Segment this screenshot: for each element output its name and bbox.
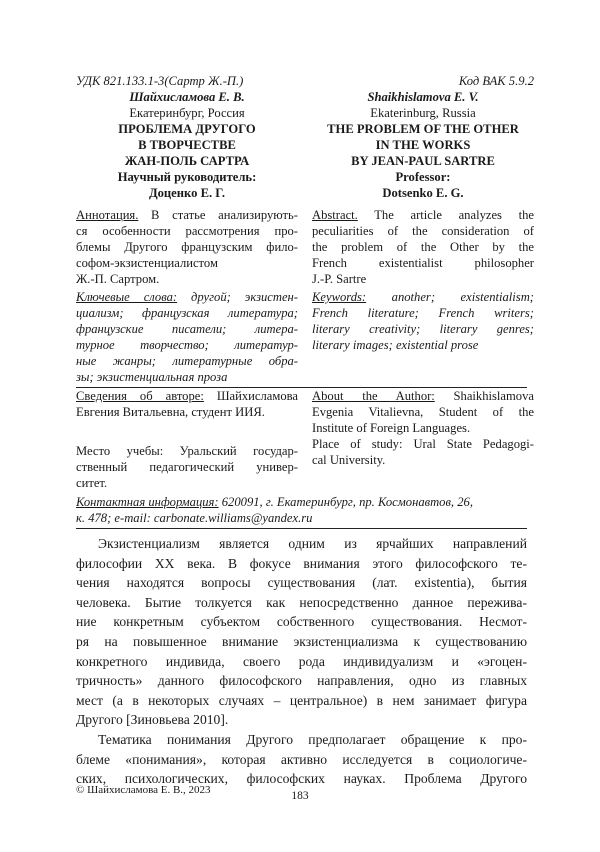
study-en: [312, 436, 534, 468]
supervisor-name-ru: Доценко Е. Г.: [148, 186, 226, 200]
about-ru: [76, 388, 298, 420]
author-name-en: Shaikhislamova E. V.: [367, 90, 479, 104]
article-body: [76, 534, 527, 789]
body-line: блеме «понимания», которая активно исследуется в социологиче-: [76, 751, 527, 767]
study-ru: [76, 443, 298, 491]
keywords-line-en: another; existentialism;: [366, 290, 534, 304]
body-line: ских, психологических, философских науках. Проблема Другого: [76, 771, 527, 787]
udk-code: УДК 821.133.1-3(Сартр Ж.-П.): [76, 74, 244, 88]
russian-column: [76, 73, 298, 490]
about-en: [312, 388, 534, 436]
about-line-ru: Евгения Витальевна, студент ИИЯ.: [76, 405, 265, 419]
title-en-line: IN THE WORKS: [375, 138, 471, 152]
abstract-label-en: Abstract.: [312, 208, 358, 222]
copyright-notice: © Шайхисламова Е. В., 2023: [76, 784, 211, 796]
contact-line: 620091, г. Екатеринбург, пр. Космонавтов, 26,: [218, 495, 473, 509]
supervisor-label-en: Professor:: [395, 170, 451, 184]
title-en-line: BY JEAN-PAUL SARTRE: [351, 154, 495, 168]
abstract-line-ru: софом-экзистенциалистом: [76, 256, 218, 270]
about-line-en: Evgenia Vitalievna, Student of the: [312, 405, 534, 419]
vak-code: Код ВАК 5.9.2: [458, 74, 534, 88]
abstract-line-en: peculiarities of the consideration of: [312, 224, 534, 238]
title-ru-line: ЖАН-ПОЛЬ САРТРА: [124, 154, 250, 168]
supervisor-name-en: Dotsenko E. G.: [382, 186, 464, 200]
contact-divider: [76, 528, 527, 529]
english-column: [312, 73, 534, 467]
keywords-line-ru: турное творчество; литератур-: [76, 338, 298, 352]
title-ru-line: В ТВОРЧЕСТВЕ: [138, 138, 236, 152]
abstract-line-ru: ся особенности рассмотрения про-: [76, 224, 298, 238]
keywords-ru: [76, 289, 298, 385]
abstract-line-en: the problem of the Other by the: [312, 240, 534, 254]
section-divider: [76, 387, 527, 388]
study-line-ru: Место учебы: Уральский государ-: [76, 444, 298, 458]
keywords-line-ru: циализм; французская литература;: [76, 306, 298, 320]
author-name-ru: Шайхисламова Е. В.: [129, 90, 245, 104]
body-line: Экзистенциализм является одним из ярчайших направлений: [98, 536, 527, 551]
author-city-en: Ekaterinburg, Russia: [370, 106, 476, 120]
keywords-en: [312, 289, 534, 353]
abstract-line-ru: В статье анализирують-: [138, 208, 298, 222]
about-line-en: Shaikhislamova: [434, 389, 534, 403]
abstract-line-ru: Ж.-П. Сартром.: [76, 272, 160, 286]
body-line: конкретного индивида, своего рода индивидуализм и «эгоцен-: [76, 653, 527, 669]
about-label-ru: Сведения об авторе:: [76, 389, 204, 403]
keywords-line-ru: французские писатели; литера-: [76, 322, 298, 336]
title-en-line: THE PROBLEM OF THE OTHER: [327, 122, 519, 136]
body-line: мест (а в некоторых случаях – центральное) в нем занимает фигура: [76, 692, 527, 708]
contact-line: к. 478; e-mail: carbonate.williams@yandex.ru: [76, 511, 313, 525]
study-line-ru: ситет.: [76, 476, 108, 490]
about-line-ru: Шайхисламова: [203, 389, 298, 403]
contact-info: [76, 494, 527, 526]
title-ru-line: ПРОБЛЕМА ДРУГОГО: [118, 122, 256, 136]
about-label-en: About the Author:: [312, 389, 435, 403]
study-line-en: Place of study: Ural State Pedagogi-: [312, 437, 534, 451]
about-line-en: Institute of Foreign Languages.: [312, 421, 471, 435]
body-line: тричность» данного философского направления, одно из главных: [76, 673, 527, 689]
abstract-line-en: French existentialist philosopher: [312, 256, 534, 270]
keywords-line-ru: ные жанры; литературные обра-: [76, 354, 298, 368]
keywords-label-ru: Ключевые слова:: [76, 290, 178, 304]
page-number: 183: [291, 790, 309, 802]
abstract-ru: [76, 207, 298, 287]
keywords-line-en: literary creativity; literary genres;: [312, 322, 534, 336]
abstract-label-ru: Аннотация.: [76, 208, 139, 222]
keywords-line-ru: зы; экзистенциальная проза: [76, 370, 228, 384]
body-line: ря на повышенное внимание экзистенциализма к существованию: [76, 633, 527, 649]
keywords-line-en: literary images; existential prose: [312, 338, 479, 352]
keywords-line-ru: другой; экзистен-: [177, 290, 298, 304]
body-line: Тематика понимания Другого предполагает обращение к про-: [98, 731, 527, 747]
keywords-line-en: French literature; French writers;: [312, 306, 534, 320]
abstract-en: [312, 207, 534, 287]
body-line: философии XX века. В фокусе внимания этого философского те-: [76, 555, 527, 571]
abstract-line-en: The article analyzes the: [357, 208, 534, 222]
abstract-line-en: J.-P. Sartre: [312, 272, 367, 286]
keywords-label-en: Keywords:: [312, 290, 367, 304]
body-line: человека. Бытие толкуется как непосредственно данное пережива-: [76, 594, 527, 610]
study-line-ru: ственный педагогический универ-: [76, 460, 298, 474]
body-line: чения находятся вопросы существования (лат. existentia), бытия: [76, 575, 527, 591]
study-line-en: cal University.: [312, 453, 386, 467]
supervisor-label-ru: Научный руководитель:: [117, 170, 257, 184]
body-line: Другого [Зиновьева 2010].: [76, 712, 229, 728]
contact-label: Контактная информация:: [76, 495, 219, 509]
body-line: ние конкретным субъектом собственного существования. Несмот-: [76, 614, 527, 630]
abstract-line-ru: блемы Другого французским фило-: [76, 240, 298, 254]
author-city-ru: Екатеринбург, Россия: [129, 106, 245, 120]
